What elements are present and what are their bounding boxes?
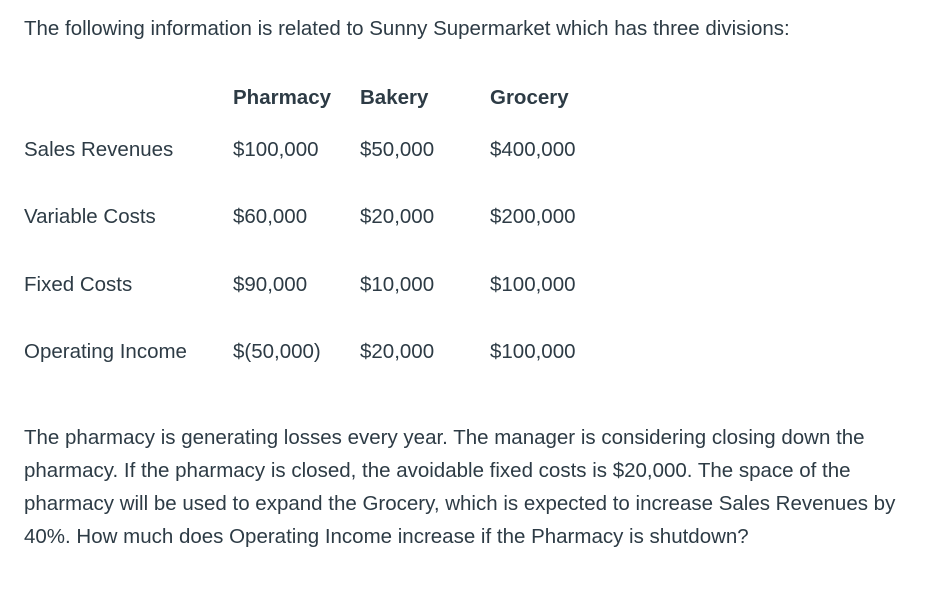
cell-bakery: $10,000 [360,272,435,296]
cell-bakery: $20,000 [360,205,435,229]
header-bakery: Bakery [360,86,429,109]
cell-grocery: $100,000 [490,340,576,364]
table-header-row [24,80,640,116]
row-label: Fixed Costs [24,272,133,296]
table-row [24,251,640,319]
table-row [24,319,640,387]
question-text: The pharmacy is generating losses every year. The manager is considering closing down the pharmacy. If the pharmacy is closed, the avoidable fixed costs is $20,000. The space of the pharmacy will be used to expand the Grocery, which is expected to increase Sales Revenues by 40%. How much does Operating Income increase if the Pharmacy is shutdown? [24,426,896,548]
table-row [24,184,640,252]
cell-bakery: $20,000 [360,340,435,364]
cell-pharmacy: $100,000 [233,137,319,161]
cell-grocery: $400,000 [490,137,576,161]
cell-bakery: $50,000 [360,137,435,161]
row-label: Sales Revenues [24,137,174,161]
header-blank [24,80,233,116]
cell-pharmacy: $90,000 [233,272,308,296]
table-row [24,116,640,184]
cell-grocery: $200,000 [490,205,576,229]
cell-grocery: $100,000 [490,272,576,296]
division-table [24,80,640,386]
cell-pharmacy: $(50,000) [233,340,321,364]
header-grocery: Grocery [490,86,569,109]
intro-text: The following information is related to Sunny Supermarket which has three divisions: [24,17,790,40]
row-label: Variable Costs [24,205,156,229]
cell-pharmacy: $60,000 [233,205,308,229]
header-pharmacy: Pharmacy [233,86,332,109]
row-label: Operating Income [24,340,187,364]
